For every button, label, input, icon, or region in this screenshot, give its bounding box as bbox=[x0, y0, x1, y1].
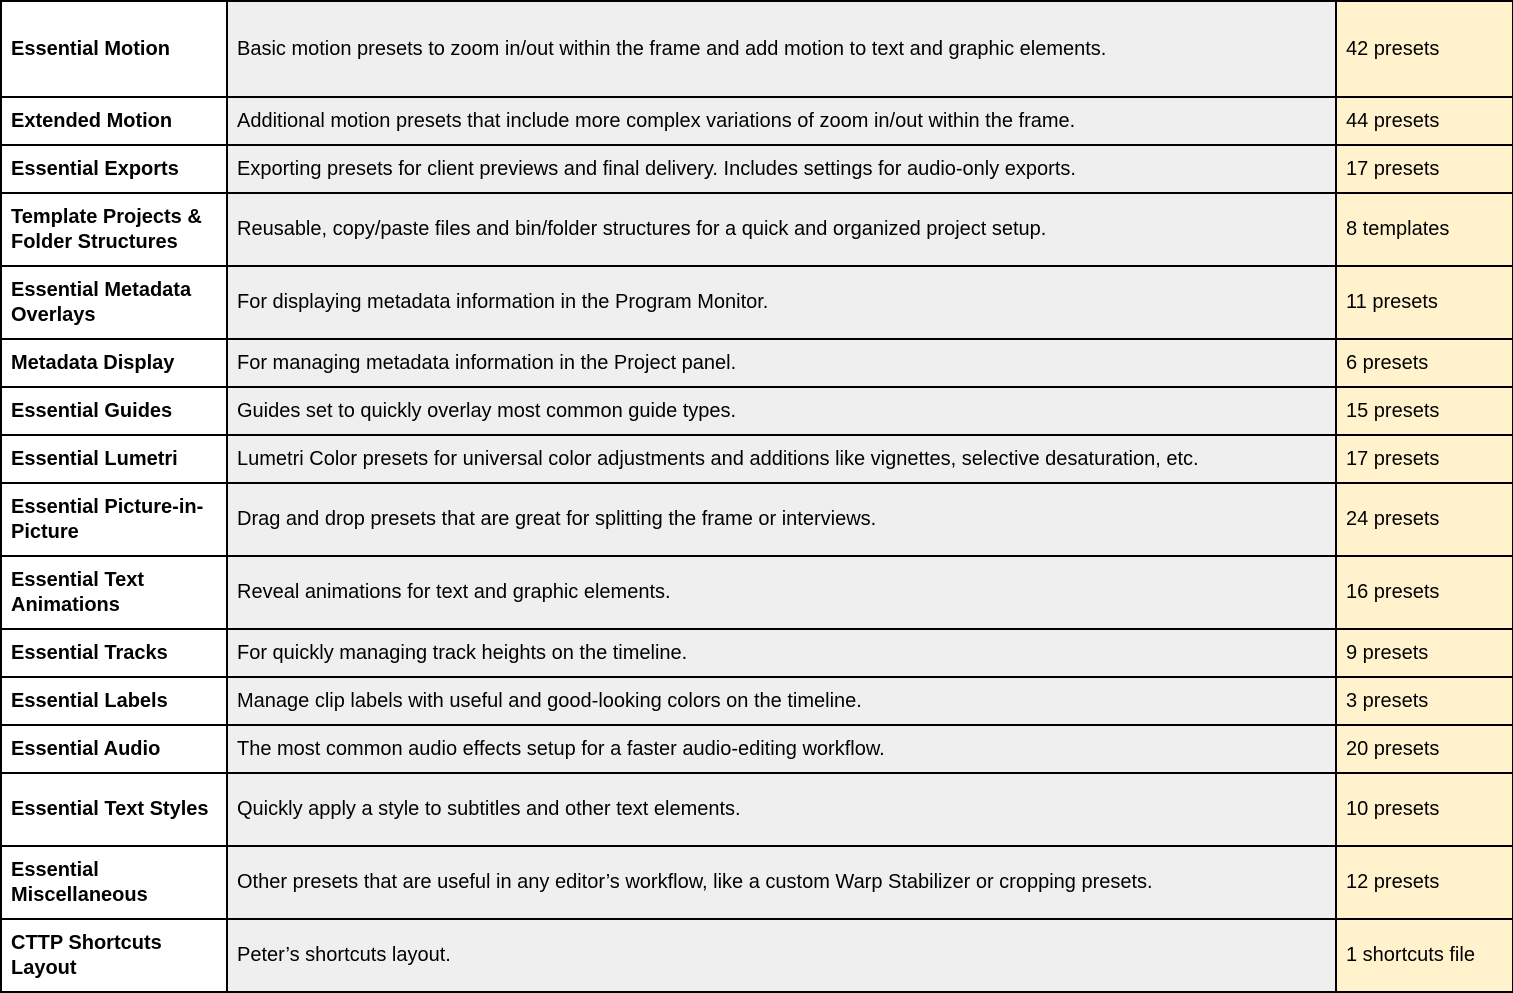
table-row bbox=[1, 1, 1513, 97]
pack-count: 17 presets bbox=[1336, 145, 1513, 193]
pack-count: 16 presets bbox=[1336, 556, 1513, 629]
table-row bbox=[1, 629, 1513, 677]
table-row bbox=[1, 435, 1513, 483]
pack-count: 44 presets bbox=[1336, 97, 1513, 145]
pack-name: Essential Text Animations bbox=[1, 556, 227, 629]
table-row bbox=[1, 145, 1513, 193]
table-row bbox=[1, 919, 1513, 992]
pack-name: Extended Motion bbox=[1, 97, 227, 145]
pack-description: The most common audio effects setup for a faster audio-editing workflow. bbox=[227, 725, 1336, 773]
table-row bbox=[1, 266, 1513, 339]
pack-name: Essential Labels bbox=[1, 677, 227, 725]
pack-count: 9 presets bbox=[1336, 629, 1513, 677]
pack-name: Essential Audio bbox=[1, 725, 227, 773]
pack-count: 42 presets bbox=[1336, 1, 1513, 97]
pack-count: 1 shortcuts file bbox=[1336, 919, 1513, 992]
table-row bbox=[1, 773, 1513, 846]
pack-description: Reveal animations for text and graphic elements. bbox=[227, 556, 1336, 629]
pack-count: 10 presets bbox=[1336, 773, 1513, 846]
pack-name: Essential Miscellaneous bbox=[1, 846, 227, 919]
pack-count: 24 presets bbox=[1336, 483, 1513, 556]
table-row bbox=[1, 193, 1513, 266]
pack-description: Reusable, copy/paste files and bin/folder structures for a quick and organized project setup. bbox=[227, 193, 1336, 266]
pack-count: 12 presets bbox=[1336, 846, 1513, 919]
pack-name: Essential Metadata Overlays bbox=[1, 266, 227, 339]
pack-description: Other presets that are useful in any editor’s workflow, like a custom Warp Stabilizer or cropping presets. bbox=[227, 846, 1336, 919]
pack-description: Exporting presets for client previews and final delivery. Includes settings for audio-only exports. bbox=[227, 145, 1336, 193]
pack-count: 17 presets bbox=[1336, 435, 1513, 483]
pack-name: Essential Guides bbox=[1, 387, 227, 435]
pack-description: Peter’s shortcuts layout. bbox=[227, 919, 1336, 992]
table-row bbox=[1, 97, 1513, 145]
pack-description: Lumetri Color presets for universal color adjustments and additions like vignettes, selective desaturation, etc. bbox=[227, 435, 1336, 483]
table-row bbox=[1, 846, 1513, 919]
pack-name: Essential Text Styles bbox=[1, 773, 227, 846]
table-row bbox=[1, 387, 1513, 435]
pack-description: For managing metadata information in the Project panel. bbox=[227, 339, 1336, 387]
pack-description: For quickly managing track heights on the timeline. bbox=[227, 629, 1336, 677]
pack-count: 11 presets bbox=[1336, 266, 1513, 339]
table-row bbox=[1, 339, 1513, 387]
pack-name: Essential Motion bbox=[1, 1, 227, 97]
pack-count: 3 presets bbox=[1336, 677, 1513, 725]
pack-name: Essential Lumetri bbox=[1, 435, 227, 483]
pack-count: 8 templates bbox=[1336, 193, 1513, 266]
pack-name: Essential Picture-in-Picture bbox=[1, 483, 227, 556]
table-row bbox=[1, 483, 1513, 556]
pack-name: Essential Tracks bbox=[1, 629, 227, 677]
pack-name: CTTP Shortcuts Layout bbox=[1, 919, 227, 992]
pack-count: 15 presets bbox=[1336, 387, 1513, 435]
pack-name: Metadata Display bbox=[1, 339, 227, 387]
pack-count: 20 presets bbox=[1336, 725, 1513, 773]
pack-description: Quickly apply a style to subtitles and other text elements. bbox=[227, 773, 1336, 846]
pack-name: Essential Exports bbox=[1, 145, 227, 193]
pack-description: Additional motion presets that include more complex variations of zoom in/out within the frame. bbox=[227, 97, 1336, 145]
pack-description: Basic motion presets to zoom in/out within the frame and add motion to text and graphic elements. bbox=[227, 1, 1336, 97]
table-row bbox=[1, 677, 1513, 725]
pack-count: 6 presets bbox=[1336, 339, 1513, 387]
pack-description: Manage clip labels with useful and good-looking colors on the timeline. bbox=[227, 677, 1336, 725]
pack-name: Template Projects & Folder Structures bbox=[1, 193, 227, 266]
pack-description: Guides set to quickly overlay most common guide types. bbox=[227, 387, 1336, 435]
table-row bbox=[1, 725, 1513, 773]
pack-description: For displaying metadata information in the Program Monitor. bbox=[227, 266, 1336, 339]
table-row bbox=[1, 556, 1513, 629]
pack-description: Drag and drop presets that are great for splitting the frame or interviews. bbox=[227, 483, 1336, 556]
